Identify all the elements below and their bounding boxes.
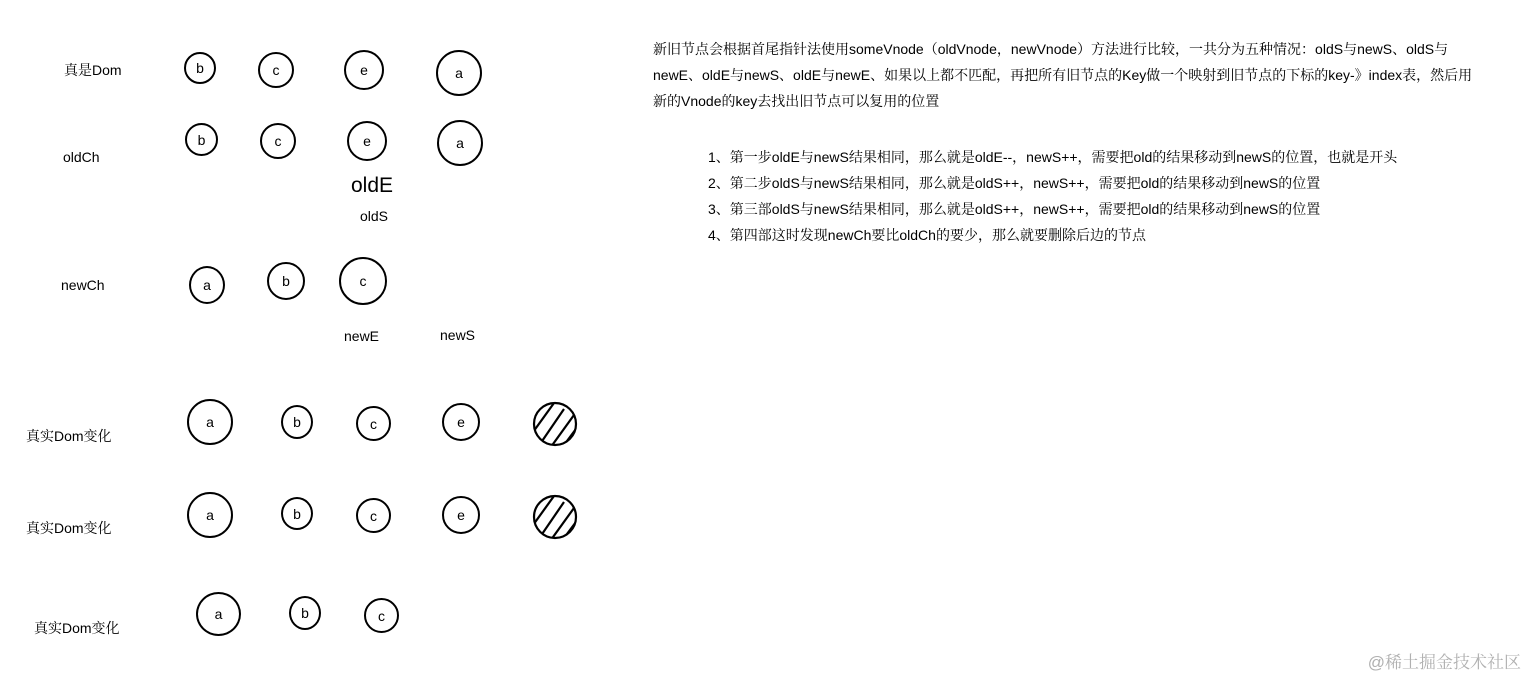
real-dom-node-4: a: [436, 50, 482, 96]
change-2-node-2: b: [281, 497, 313, 530]
old-ch-node-2: c: [260, 123, 296, 159]
row-label-change-2: 真实Dom变化: [26, 520, 112, 536]
removed-node-hatched-2: [532, 494, 578, 540]
new-ch-node-1: a: [189, 266, 225, 304]
old-ch-node-3: e: [347, 121, 387, 161]
real-dom-node-2: c: [258, 52, 294, 88]
change-1-node-4: e: [442, 403, 480, 441]
old-ch-node-1: b: [185, 123, 218, 156]
new-ch-node-2: b: [267, 262, 305, 300]
steps-list: [708, 144, 1508, 248]
change-3-node-1: a: [196, 592, 241, 636]
step-1: 1、第一步oldE与newS结果相同，那么就是oldE--，newS++，需要把old的结果移动到newS的位置，也就是开头: [708, 149, 1398, 165]
row-label-old-ch: oldCh: [63, 149, 100, 165]
change-2-node-4: e: [442, 496, 480, 534]
row-label-real-dom: 真是Dom: [64, 62, 122, 78]
change-2-node-1: a: [187, 492, 233, 538]
change-3-node-3: c: [364, 598, 399, 633]
step-2: 2、第二步oldS与newS结果相同，那么就是oldS++，newS++，需要把old的结果移动到newS的位置: [708, 175, 1321, 191]
pointer-new-e: newE: [344, 328, 380, 344]
row-label-change-3: 真实Dom变化: [34, 620, 120, 636]
step-3: 3、第三部oldS与newS结果相同，那么就是oldS++，newS++，需要把old的结果移动到newS的位置: [708, 201, 1321, 217]
real-dom-node-3: e: [344, 50, 384, 90]
pointer-old-e: oldE: [351, 174, 394, 197]
old-ch-node-4: a: [437, 120, 483, 166]
pointer-new-s: newS: [440, 327, 476, 343]
change-1-node-2: b: [281, 405, 313, 439]
watermark: @稀土掘金技术社区: [1367, 653, 1521, 672]
removed-node-hatched-1: [532, 401, 578, 447]
pointer-old-s: oldS: [360, 208, 389, 224]
change-3-node-2: b: [289, 596, 321, 630]
change-1-node-1: a: [187, 399, 233, 445]
new-ch-node-3: c: [339, 257, 387, 305]
change-2-node-3: c: [356, 498, 391, 533]
change-1-node-3: c: [356, 406, 391, 441]
step-4: 4、第四部这时发现newCh要比oldCh的要少，那么就要删除后边的节点: [708, 227, 1146, 243]
row-label-change-1: 真实Dom变化: [26, 428, 112, 444]
real-dom-node-1: b: [184, 52, 216, 84]
row-label-new-ch: newCh: [61, 277, 105, 293]
description-text: 新旧节点会根据首尾指针法使用someVnode（oldVnode，newVnode）方法进行比较，一共分为五种情况：oldS与newS、oldS与newE、oldE与newS、oldE与newE、如果以上都不匹配，再把所有旧节点的Key做一个映射到旧节点的下标的key-》index表，然后用新的Vnode的key去找出旧节点可以复用的位置: [653, 41, 1473, 109]
